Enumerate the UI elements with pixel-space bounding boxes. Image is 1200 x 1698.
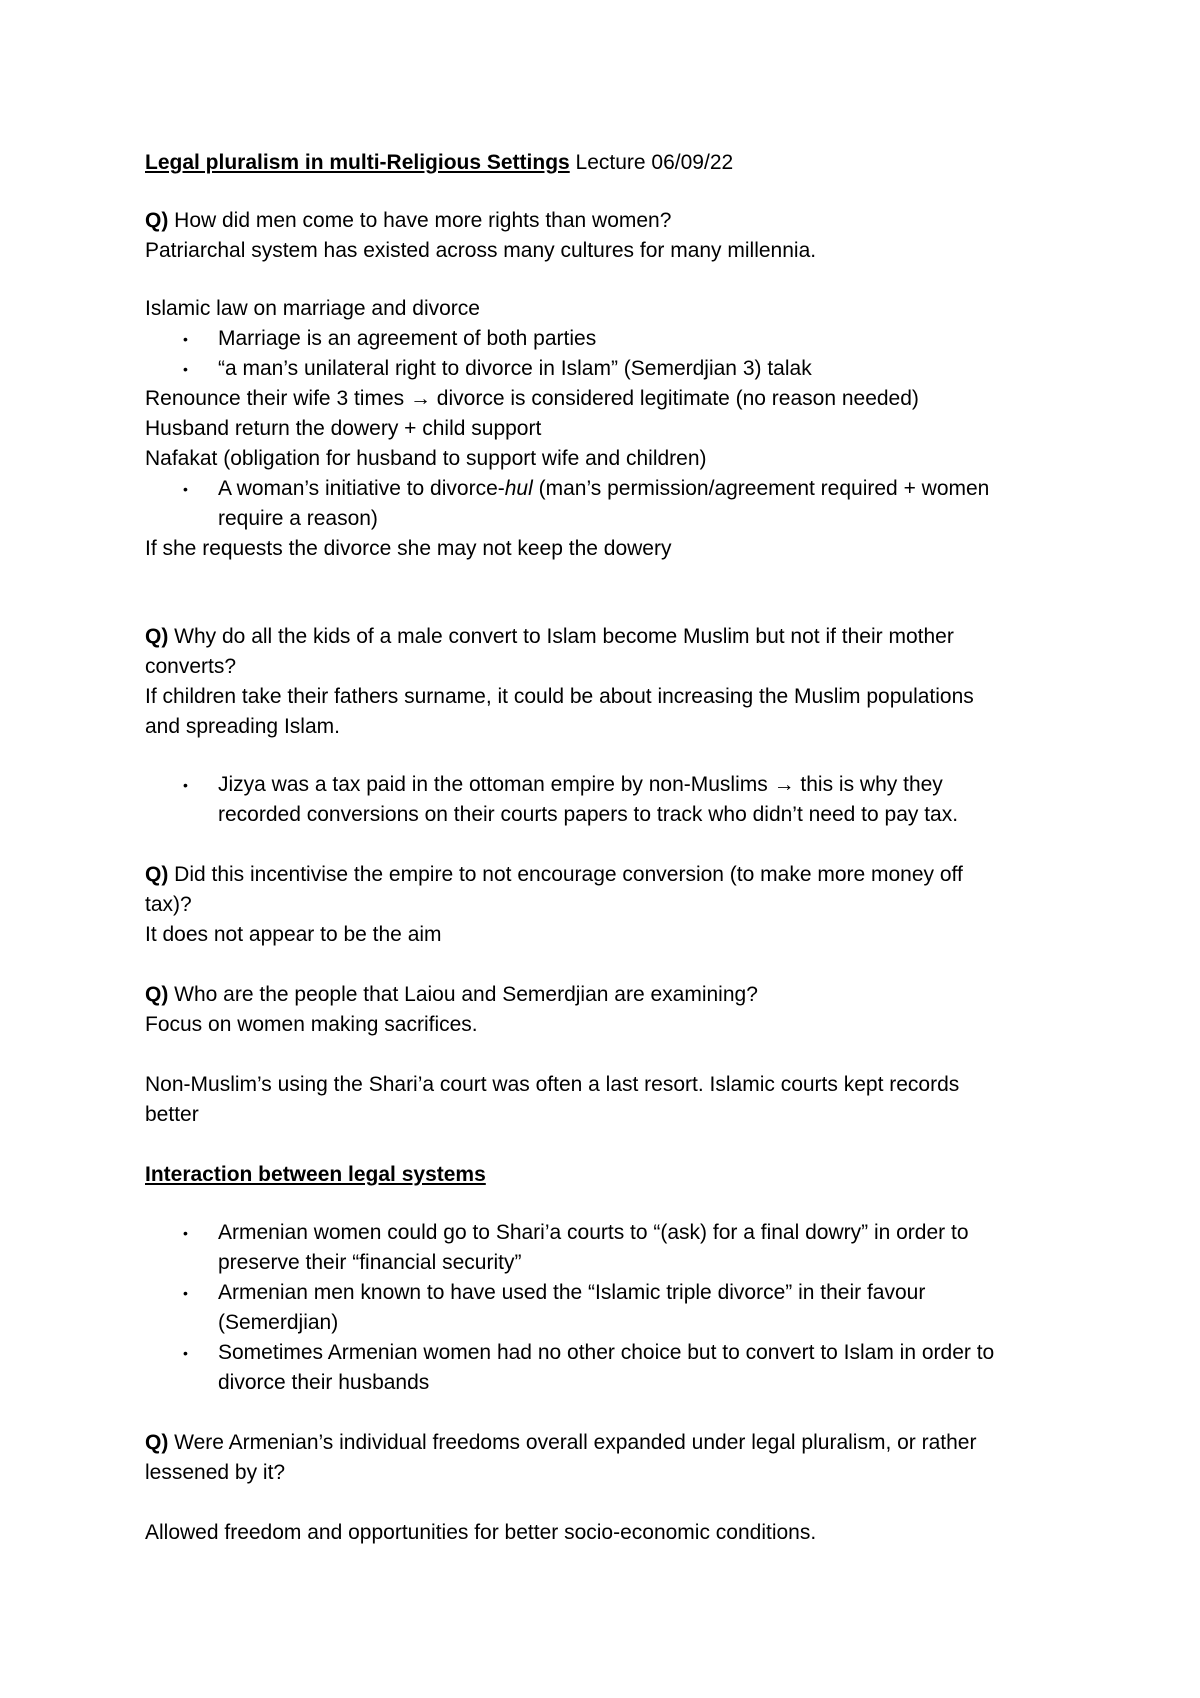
question-5-text: Were Armenian’s individual freedoms overall expanded under legal pluralism, or rather (168, 1431, 977, 1454)
bullet-icon: • (183, 1285, 188, 1301)
bullet-armenian-men-divorce: Armenian men known to have used the “Islamic triple divorce” in their favour (218, 1281, 926, 1304)
question-3-cont: tax)? (145, 893, 192, 916)
islamic-law-heading: Islamic law on marriage and divorce (145, 297, 480, 320)
non-muslim-paragraph: Non-Muslim’s using the Shari’a court was often a last resort. Islamic courts kept records (145, 1073, 960, 1096)
question-label: Q) (145, 863, 169, 886)
arrow-right-icon: → (773, 773, 795, 796)
interaction-heading: Interaction between legal systems (145, 1163, 486, 1186)
bullet-marriage-agreement: Marriage is an agreement of both parties (218, 327, 597, 350)
question-3-text: Did this incentivise the empire to not encourage conversion (to make more money off (168, 863, 963, 886)
husband-return-line: Husband return the dowery + child support (145, 417, 542, 440)
bullet-armenian-men-divorce-cont: (Semerdjian) (218, 1311, 339, 1334)
question-label: Q) (145, 1431, 169, 1454)
question-1-text: How did men come to have more rights than women? (168, 209, 672, 232)
bullet-armenian-women-dowry: Armenian women could go to Shari’a courts to “(ask) for a final dowry” in order to (218, 1221, 969, 1244)
question-label: Q) (145, 983, 169, 1006)
bullet-womans-initiative-cont: require a reason) (218, 507, 378, 530)
bullet-icon: • (183, 331, 188, 347)
hul-term: hul (504, 477, 533, 500)
if-she-requests-line: If she requests the divorce she may not keep the dowery (145, 537, 672, 560)
question-2-cont: converts? (145, 655, 237, 678)
jizya-text-b: this is why they (794, 773, 943, 796)
non-muslim-paragraph-cont: better (145, 1103, 199, 1126)
question-4 (145, 980, 1085, 1010)
womans-initiative-text-b: (man’s permission/agreement required + women (532, 477, 990, 500)
bullet-jizya-cont: recorded conversions on their courts papers to track who didn’t need to pay tax. (218, 803, 959, 826)
question-5 (145, 1428, 1085, 1458)
question-4-text: Who are the people that Laiou and Semerdjian are examining? (168, 983, 758, 1006)
question-2-text: Why do all the kids of a male convert to Islam become Muslim but not if their mother (168, 625, 954, 648)
question-1 (145, 206, 1085, 236)
title-underlined: Legal pluralism in multi-Religious Settings (145, 151, 570, 174)
renounce-text-b: divorce is considered legitimate (no reason needed) (430, 387, 919, 410)
bullet-convert-to-divorce: Sometimes Armenian women had no other choice but to convert to Islam in order to (218, 1341, 995, 1364)
bullet-icon: • (183, 1225, 188, 1241)
arrow-right-icon: → (409, 387, 431, 410)
renounce-text-a: Renounce their wife 3 times (145, 387, 410, 410)
bullet-convert-to-divorce-cont: divorce their husbands (218, 1371, 430, 1394)
bullet-unilateral-right: “a man’s unilateral right to divorce in Islam” (Semerdjian 3) talak (218, 357, 812, 380)
answer-2-cont: and spreading Islam. (145, 715, 340, 738)
answer-3: It does not appear to be the aim (145, 923, 442, 946)
answer-4: Focus on women making sacrifices. (145, 1013, 478, 1036)
bullet-jizya (218, 770, 1158, 800)
answer-1: Patriarchal system has existed across many cultures for many millennia. (145, 239, 817, 262)
question-label: Q) (145, 625, 169, 648)
jizya-text-a: Jizya was a tax paid in the ottoman empire by non-Muslims (218, 773, 774, 796)
question-2 (145, 622, 1085, 652)
bullet-armenian-women-dowry-cont: preserve their “financial security” (218, 1251, 522, 1274)
renounce-line (145, 384, 1085, 414)
title-lecture-date: Lecture 06/09/22 (569, 151, 734, 174)
bullet-icon: • (183, 1345, 188, 1361)
bullet-icon: • (183, 777, 188, 793)
womans-initiative-text: A woman’s initiative to divorce- (218, 477, 505, 500)
document-title (145, 148, 1085, 178)
bullet-icon: • (183, 361, 188, 377)
bullet-womans-initiative (218, 474, 1158, 504)
question-3 (145, 860, 1085, 890)
answer-2: If children take their fathers surname, it could be about increasing the Muslim populations (145, 685, 974, 708)
bullet-icon: • (183, 481, 188, 497)
question-label: Q) (145, 209, 169, 232)
answer-5: Allowed freedom and opportunities for better socio-economic conditions. (145, 1521, 817, 1544)
question-5-cont: lessened by it? (145, 1461, 286, 1484)
nafakat-line: Nafakat (obligation for husband to support wife and children) (145, 447, 707, 470)
